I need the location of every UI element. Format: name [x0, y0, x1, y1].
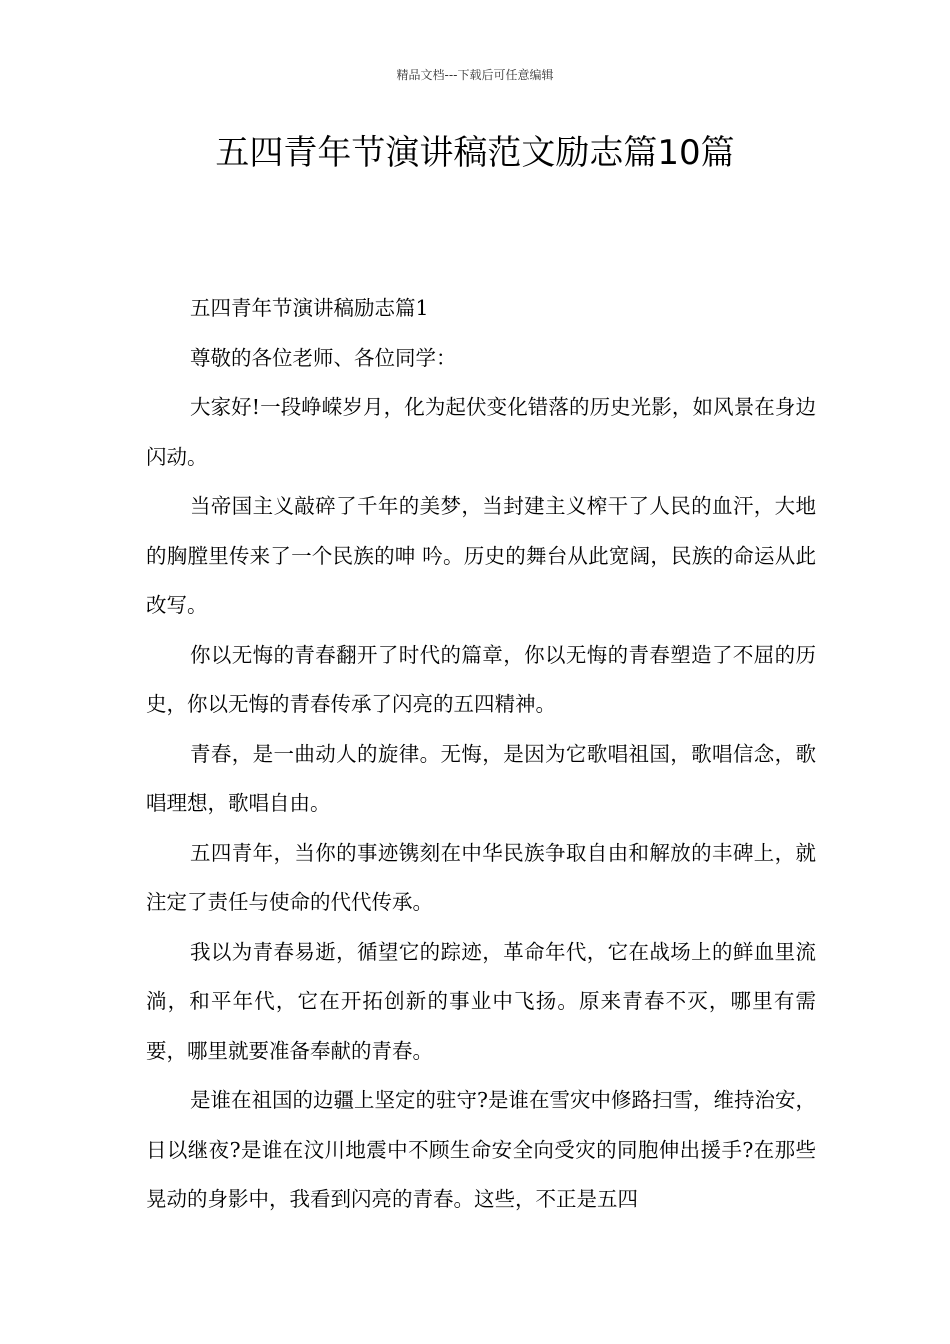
- header-note: 精品文档---下载后可任意编辑: [396, 68, 554, 82]
- paragraph: 大家好!一段峥嵘岁月，化为起伏变化错落的历史光影，如风景在身边闪动。: [146, 395, 816, 469]
- paragraph: 是谁在祖国的边疆上坚定的驻守?是谁在雪灾中修路扫雪，维持治安，日以继夜?是谁在汶川地震中不顾生命安全向受灾的同胞伸出援手?在那些晃动的身影中，我看到闪亮的青春。这些，不正是五四: [146, 1088, 816, 1211]
- paragraph-section-heading: 五四青年节演讲稿励志篇1: [190, 296, 429, 320]
- paragraph: 五四青年，当你的事迹镌刻在中华民族争取自由和解放的丰碑上，就注定了责任与使命的代代传承。: [146, 840, 816, 914]
- paragraph: 你以无悔的青春翻开了时代的篇章，你以无悔的青春塑造了不屈的历史，你以无悔的青春传承了闪亮的五四精神。: [146, 642, 816, 716]
- document-body: [146, 284, 816, 1225]
- paragraph-salutation: 尊敬的各位老师、各位同学：: [190, 345, 457, 370]
- paragraph: 我以为青春易逝，循望它的踪迹，革命年代，它在战场上的鲜血里流淌，和平年代，它在开拓创新的事业中飞扬。原来青春不灭，哪里有需要，哪里就要准备奉献的青春。: [146, 939, 816, 1063]
- document-title: 五四青年节演讲稿范文励志篇10篇: [215, 133, 735, 173]
- paragraph: 青春，是一曲动人的旋律。无悔，是因为它歌唱祖国，歌唱信念，歌唱理想，歌唱自由。: [146, 741, 816, 815]
- paragraph: 当帝国主义敲碎了千年的美梦，当封建主义榨干了人民的血汗，大地的胸膛里传来了一个民族的呻 吟。历史的舞台从此宽阔，民族的命运从此改写。: [146, 494, 816, 617]
